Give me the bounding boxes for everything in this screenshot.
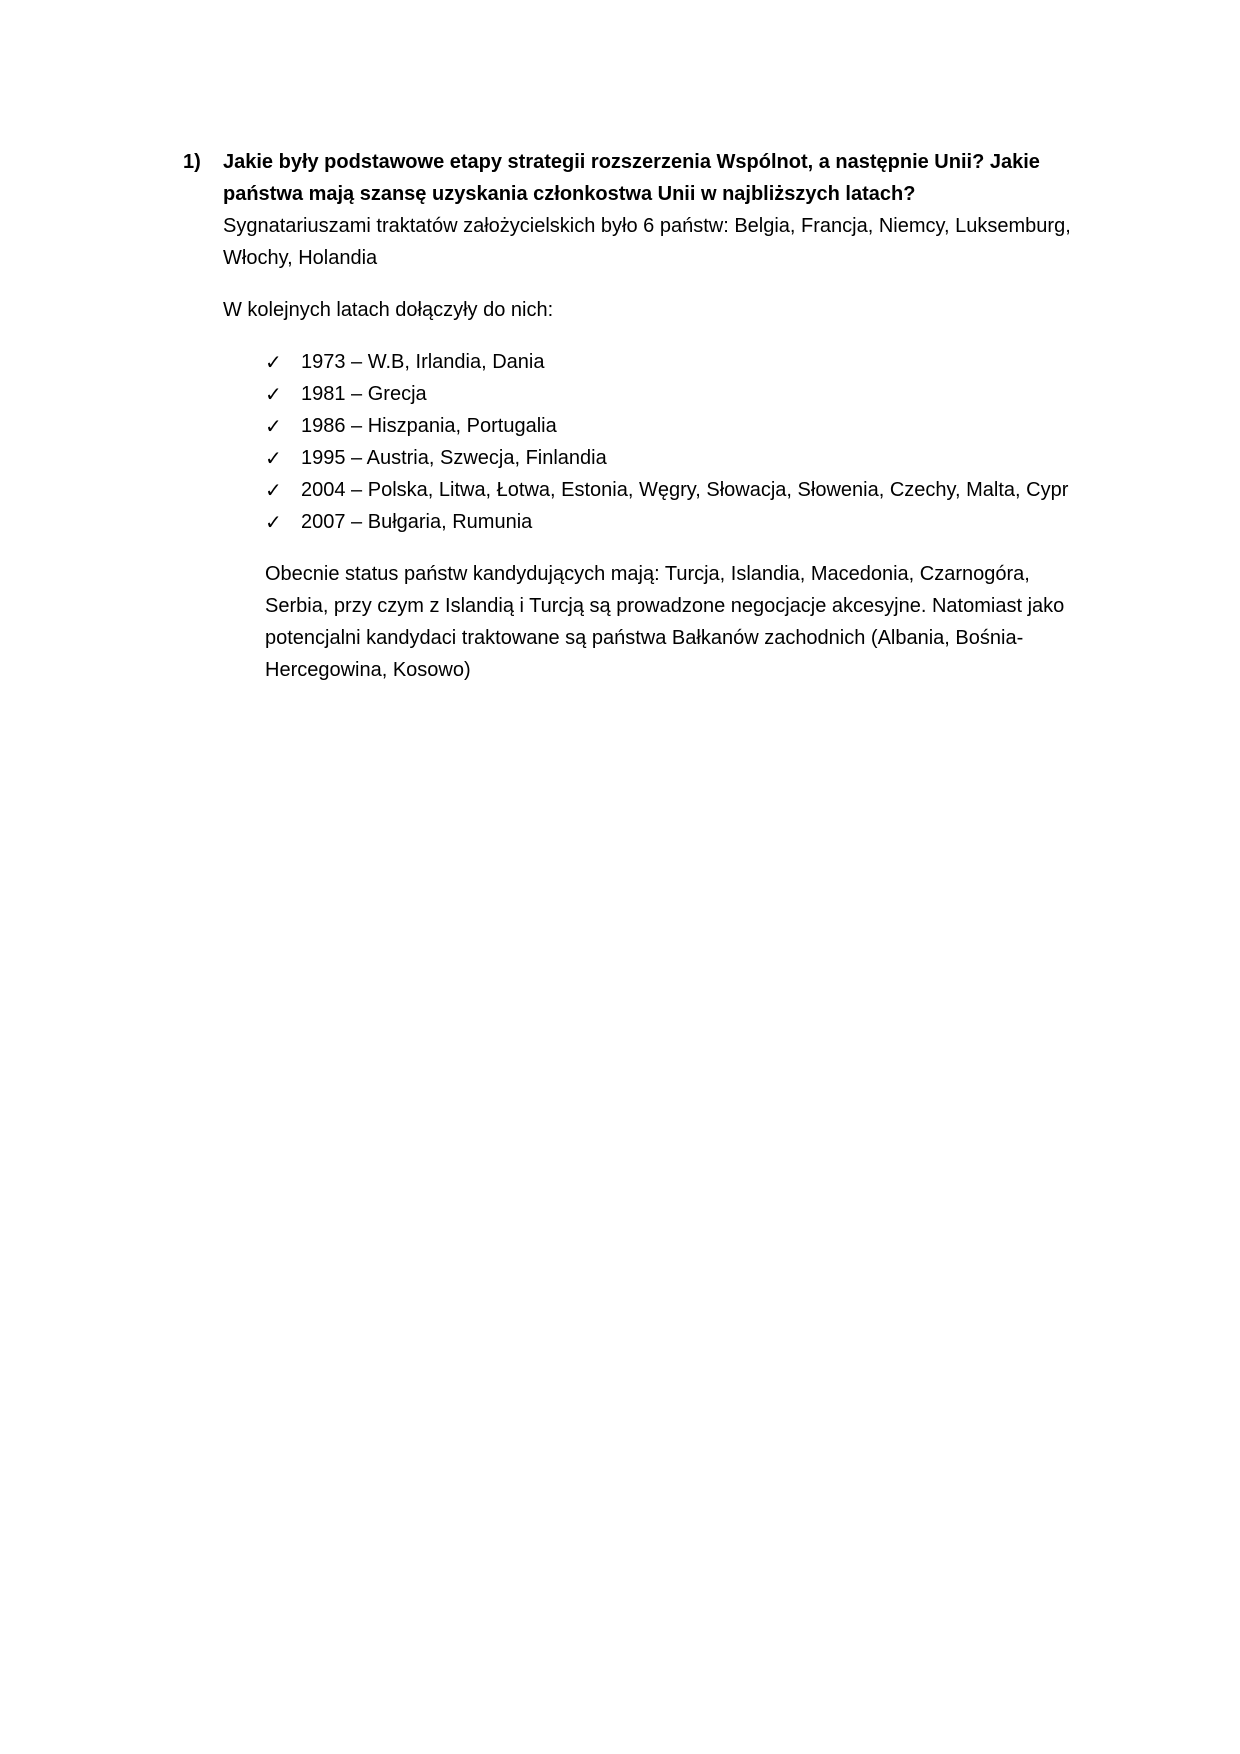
signatories-paragraph: Sygnatariuszami traktatów założycielskich było 6 państw: Belgia, Francja, Niemcy, Luksemburg, Włochy, Holandia (223, 215, 1071, 269)
list-item-text: 1981 – Grecja (301, 383, 427, 405)
list-item (265, 378, 1073, 410)
list-item (265, 346, 1073, 378)
list-item (265, 474, 1073, 506)
list-item (265, 506, 1073, 538)
question-title: Jakie były podstawowe etapy strategii rozszerzenia Wspólnot, a następnie Unii? Jakie państwa mają szansę uzyskania członkostwa Unii w najbliższych latach? (223, 151, 1040, 205)
list-item (265, 410, 1073, 442)
checkmark-icon: ✓ (265, 510, 282, 534)
checkmark-icon: ✓ (265, 414, 282, 438)
summary-paragraph: Obecnie status państw kandydujących mają: Turcja, Islandia, Macedonia, Czarnogóra, Serbia, przy czym z Islandią i Turcją są prowadzone negocjacje akcesyjne. Natomiast jako potencjalni kandydaci traktowane są państwa Bałkanów zachodnich (Albania, Bośnia-Hercegowina, Kosowo) (265, 563, 1065, 681)
checkmark-icon: ✓ (265, 478, 282, 502)
question-number: 1) (183, 151, 201, 173)
checkmark-icon: ✓ (265, 382, 282, 406)
checkmark-icon: ✓ (265, 350, 282, 374)
list-item (265, 442, 1073, 474)
question-body (223, 146, 1073, 686)
list-item-text: 2004 – Polska, Litwa, Łotwa, Estonia, Węgry, Słowacja, Słowenia, Czechy, Malta, Cypr (301, 479, 1069, 501)
list-item-text: 1995 – Austria, Szwecja, Finlandia (301, 447, 607, 469)
list-item-text: 2007 – Bułgaria, Rumunia (301, 511, 533, 533)
enlargement-list (223, 346, 1073, 538)
list-item-text: 1986 – Hiszpania, Portugalia (301, 415, 557, 437)
checkmark-icon: ✓ (265, 446, 282, 470)
intro-paragraph: W kolejnych latach dołączyły do nich: (223, 299, 554, 321)
list-item-text: 1973 – W.B, Irlandia, Dania (301, 351, 545, 373)
